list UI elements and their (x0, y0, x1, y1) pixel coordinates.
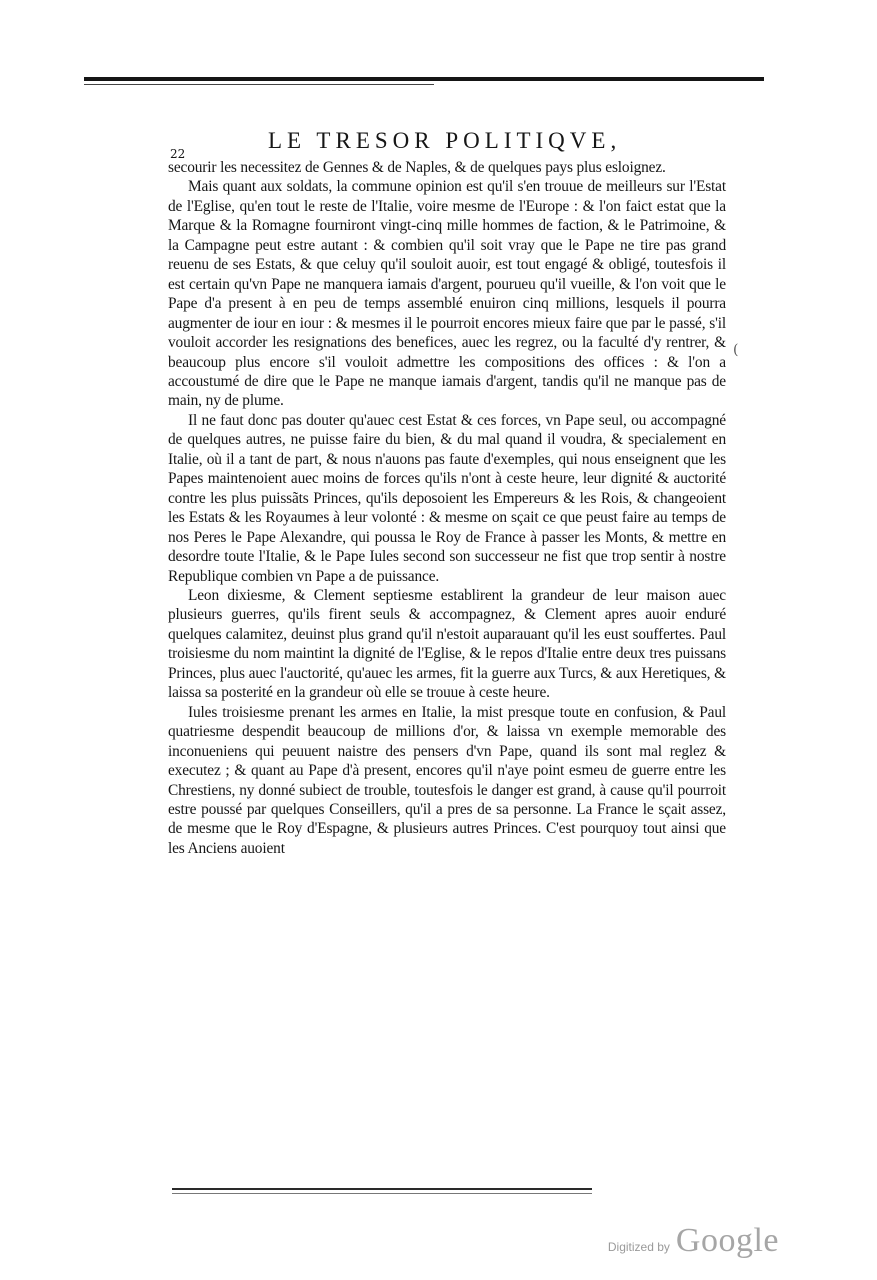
watermark-prefix: Digitized by (607, 1240, 670, 1254)
paragraph-1: secourir les necessitez de Gennes & de Naples, & de quelques pays plus esloignez. (168, 159, 666, 176)
running-head: LE TRESOR POLITIQVE, (268, 128, 622, 153)
margin-mark: ( (733, 342, 739, 358)
paragraph-5: Iules troisiesme prenant les armes en Italie, la mist presque toute en confusion, & Paul quatriesme despendit beaucoup de millions d'or, & laissa vn exemple memorable des inconueniens qui peuuent naistre des pensers d'vn Pape, quand ils sont mal reglez & executez ; & quant au Pape d'à present, encores qu'il n'aye point esmeu de guerre entre les Chrestiens, ny donné subiect de trouble, toutesfois le danger est grand, à cause qu'il pourroit estre poussé par quelques Conseillers, qu'il a pres de sa personne. La France le sçait assez, de mesme que le Roy d'Espagne, & plusieurs autres Princes. C'est pourquoy tout ainsi que les Anciens auoient (168, 703, 726, 857)
paragraph-4: Leon dixiesme, & Clement septiesme establirent la grandeur de leur maison auec plusieurs guerres, qu'ils firent seuls & accompagnez, & Clement apres auoir enduré quelques calamitez, deuinst plus grand qu'il n'estoit auparauant qu'il les eust souffertes. Paul troisiesme du nom maintint la dignité de l'Eglise, & le repos d'Italie entre deux tres puissans Princes, plus auec l'auctorité, qu'auec les armes, fit la guerre aux Turcs, & aux Heretiques, & laissa sa posterité en la grandeur où elle se trouue à ceste heure. (168, 586, 726, 702)
paragraph-2: Mais quant aux soldats, la commune opinion est qu'il s'en trouue de meilleurs sur l'Estat de l'Eglise, qu'en tout le reste de l'Italie, voire mesme de l'Europe : & l'on faict estat que la Marque & la Romagne fourniront vingt-cinq mille hommes de faction, & le Patrimoine, & la Campagne peut estre autant : & combien qu'il soit vray que le Pape ne tire pas grand reuenu de ses Estats, & que celuy qu'il souloit auoir, est tout engagé & obligé, toutesfois il est certain qu'vn Pape ne manquera iamais d'argent, pourueu qu'il vueille, & l'on voit que le Pape d'a present à en peu de temps assemblé enuiron cinq millions, lesquels il pourra augmenter de iour en iour : & mesmes il le pourroit encores mieux faire que par le passé, s'il vouloit accorder les resignations des benefices, auec les regrez, ou la faculté d'y rentrer, & beaucoup plus encore s'il vouloit admettre les compositions des offices : & l'on a accoustumé de dire que le Pape ne manque iamais d'argent, tandis qu'il ne manque pas de main, ny de plume. (168, 178, 726, 410)
top-rule-thin (84, 84, 434, 85)
digitized-by-google-watermark (608, 1222, 779, 1260)
page-number: 22 (170, 147, 186, 161)
google-logo: Google (675, 1222, 779, 1259)
top-rule (84, 77, 764, 81)
bottom-rule (172, 1188, 592, 1190)
paragraph-3: Il ne faut donc pas douter qu'auec cest Estat & ces forces, vn Pape seul, ou accompagné de quelques autres, ne puisse faire du bien, & du mal quand il voudra, & specialement en Italie, où il a tant de part, & nous n'auons pas faute d'exemples, qui nous enseignent que les Papes maintenoient auec moins de forces qu'ils n'ont à ceste heure, leur dignité & auctorité contre les plus puissãts Princes, qu'ils deposoient les Empereurs & les Rois, & changeoient les Estats & les Royaumes à leur volonté : & mesme on sçait ce que peust faire au temps de nos Peres le Pape Alexandre, qui poussa le Roy de France à passer les Monts, & mettre en desordre toute l'Italie, & le Pape Iules second son successeur ne fist que trop sentir à nostre Republique combien vn Pape a de puissance. (168, 411, 726, 585)
body-text (168, 158, 726, 858)
bottom-rule-thin (172, 1193, 592, 1194)
